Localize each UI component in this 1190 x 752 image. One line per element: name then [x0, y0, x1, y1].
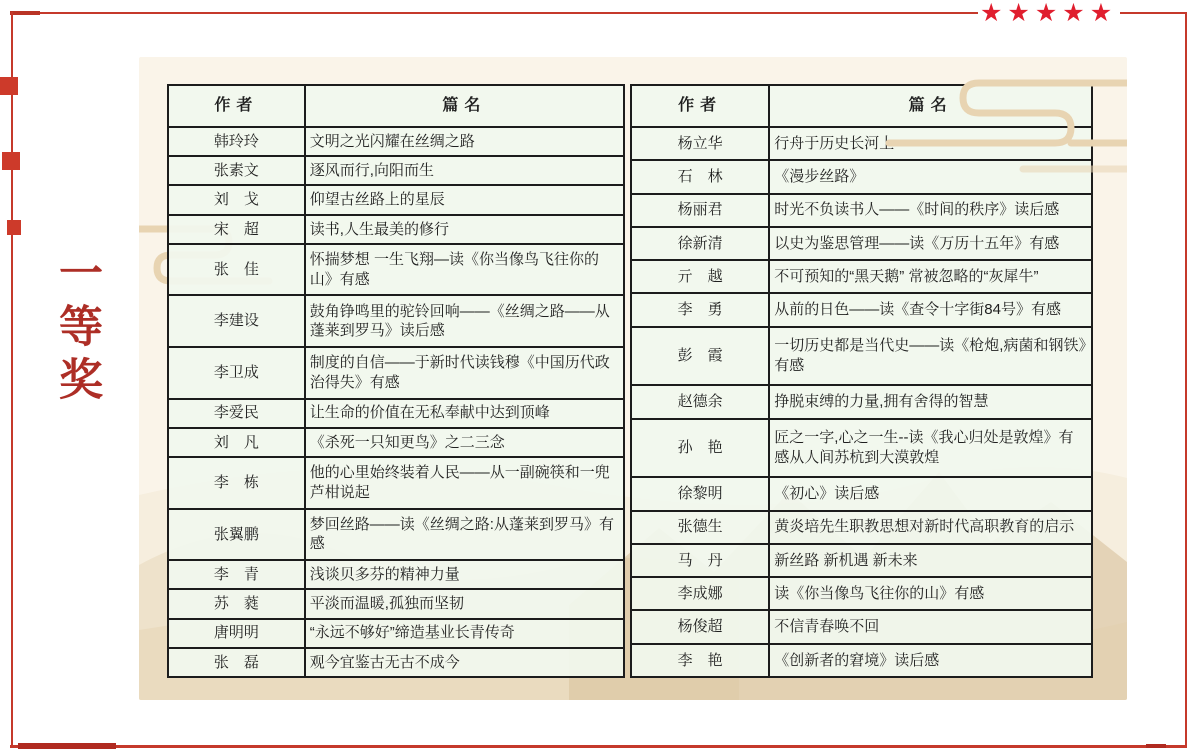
decor-square [2, 152, 20, 170]
award-table-left [167, 84, 625, 678]
author-cell: 李 青 [168, 560, 305, 589]
star-icon: ★ [980, 0, 1003, 27]
content-panel [139, 57, 1127, 700]
frame-left-line [11, 12, 13, 748]
table-row [168, 589, 624, 618]
table-row [168, 127, 624, 156]
table-row [631, 327, 1092, 386]
author-cell: 彭 霞 [631, 327, 769, 386]
table-row [168, 185, 624, 214]
author-cell: 杨丽君 [631, 194, 769, 227]
title-cell: 黄炎培先生职教思想对新时代高职教育的启示 [769, 511, 1092, 544]
star-icon: ★ [1062, 0, 1085, 27]
title-cell: 鼓角铮鸣里的驼铃回响——《丝绸之路——从蓬莱到罗马》读后感 [305, 295, 624, 347]
title-cell: 匠之一字,心之一生--读《我心归处是敦煌》有感从人间苏杭到大漠敦煌 [769, 419, 1092, 478]
table-row [631, 511, 1092, 544]
title-cell: 读《你当像鸟飞往你的山》有感 [769, 577, 1092, 610]
table-row [631, 194, 1092, 227]
table-row [631, 610, 1092, 643]
table-row [631, 385, 1092, 418]
author-cell: 马 丹 [631, 544, 769, 577]
title-cell: “永远不够好”缔造基业长青传奇 [305, 619, 624, 648]
title-cell: 怀揣梦想 一生飞翔—读《你当像鸟飞往你的山》有感 [305, 244, 624, 296]
title-cell: 平淡而温暖,孤独而坚韧 [305, 589, 624, 618]
author-cell: 杨立华 [631, 127, 769, 160]
title-column-header: 篇名 [769, 85, 1092, 127]
title-cell: 不可预知的“黑天鹅” 常被忽略的“灰犀牛” [769, 260, 1092, 293]
table-row [168, 244, 624, 296]
table-row [168, 347, 624, 399]
table-row [631, 644, 1092, 677]
table-row [631, 260, 1092, 293]
table-row [631, 477, 1092, 510]
author-cell: 张 佳 [168, 244, 305, 296]
author-cell: 张翼鹏 [168, 509, 305, 561]
title-cell: 逐风而行,向阳而生 [305, 156, 624, 185]
author-cell: 徐黎明 [631, 477, 769, 510]
table-row [168, 215, 624, 244]
title-cell: 让生命的价值在无私奉献中达到顶峰 [305, 399, 624, 428]
author-cell: 张 磊 [168, 648, 305, 677]
title-cell: 《漫步丝路》 [769, 160, 1092, 193]
table-row [631, 227, 1092, 260]
star-icon: ★ [1007, 0, 1030, 27]
frame-bottom-line [10, 745, 1187, 748]
author-cell: 孙 艳 [631, 419, 769, 478]
title-cell: 文明之光闪耀在丝绸之路 [305, 127, 624, 156]
table-row [168, 295, 624, 347]
author-cell: 韩玲玲 [168, 127, 305, 156]
author-cell: 李 栋 [168, 457, 305, 509]
title-cell: 梦回丝路——读《丝绸之路:从蓬莱到罗马》有感 [305, 509, 624, 561]
author-cell: 刘 戈 [168, 185, 305, 214]
title-cell: 行舟于历史长河上 [769, 127, 1092, 160]
author-cell: 李成娜 [631, 577, 769, 610]
star-icon: ★ [1089, 0, 1113, 27]
title-cell: 浅谈贝多芬的精神力量 [305, 560, 624, 589]
header-row [631, 85, 1092, 127]
table-row [631, 160, 1092, 193]
author-cell: 李建设 [168, 295, 305, 347]
author-cell: 苏 蕤 [168, 589, 305, 618]
decor-square [7, 220, 21, 235]
table-row [168, 428, 624, 457]
table-row [168, 156, 624, 185]
title-cell: 读书,人生最美的修行 [305, 215, 624, 244]
title-cell: 《杀死一只知更鸟》之二三念 [305, 428, 624, 457]
title-cell: 新丝路 新机遇 新未来 [769, 544, 1092, 577]
title-cell: 《初心》读后感 [769, 477, 1092, 510]
decor-square [0, 77, 18, 95]
title-cell: 制度的自信——于新时代读钱穆《中国历代政治得失》有感 [305, 347, 624, 399]
title-cell: 挣脱束缚的力量,拥有舍得的智慧 [769, 385, 1092, 418]
frame-bottom-accent [18, 743, 116, 749]
table-row [168, 560, 624, 589]
award-tables [167, 84, 1093, 678]
author-cell: 李 勇 [631, 293, 769, 326]
title-cell: 时光不负读书人——《时间的秩序》读后感 [769, 194, 1092, 227]
table-row [168, 648, 624, 677]
table-row [631, 127, 1092, 160]
author-cell: 唐明明 [168, 619, 305, 648]
author-cell: 张素文 [168, 156, 305, 185]
title-cell: 从前的日色——读《查令十字街84号》有感 [769, 293, 1092, 326]
title-column-header: 篇名 [305, 85, 624, 127]
author-cell: 张德生 [631, 511, 769, 544]
author-cell: 亓 越 [631, 260, 769, 293]
table-row [168, 457, 624, 509]
award-title: 一等奖 [51, 250, 102, 409]
author-cell: 李 艳 [631, 644, 769, 677]
frame-top-accent [10, 11, 40, 15]
table-row [168, 509, 624, 561]
table-row [631, 577, 1092, 610]
table-row [631, 293, 1092, 326]
frame-top-right-line [1120, 12, 1187, 14]
author-cell: 赵德余 [631, 385, 769, 418]
title-cell: 不信青春唤不回 [769, 610, 1092, 643]
table-row [168, 399, 624, 428]
title-cell: 他的心里始终装着人民——从一副碗筷和一兜芦柑说起 [305, 457, 624, 509]
frame-top-line [10, 12, 978, 14]
table-row [631, 544, 1092, 577]
author-cell: 宋 超 [168, 215, 305, 244]
author-cell: 杨俊超 [631, 610, 769, 643]
frame-right-line [1185, 12, 1187, 748]
star-icon: ★ [1034, 0, 1058, 27]
table-row [631, 419, 1092, 478]
author-cell: 李爱民 [168, 399, 305, 428]
author-cell: 徐新清 [631, 227, 769, 260]
title-cell: 《创新者的窘境》读后感 [769, 644, 1092, 677]
header-row [168, 85, 624, 127]
author-cell: 刘 凡 [168, 428, 305, 457]
award-table-right [630, 84, 1093, 678]
author-cell: 李卫成 [168, 347, 305, 399]
author-column-header: 作者 [631, 85, 769, 127]
title-cell: 仰望古丝路上的星辰 [305, 185, 624, 214]
table-row [168, 619, 624, 648]
five-stars [980, 0, 1112, 26]
title-cell: 观今宜鉴古无古不成今 [305, 648, 624, 677]
title-cell: 一切历史都是当代史——读《枪炮,病菌和钢铁》有感 [769, 327, 1092, 386]
author-column-header: 作者 [168, 85, 305, 127]
frame-bottom-accent-right [1146, 744, 1166, 748]
author-cell: 石 林 [631, 160, 769, 193]
title-cell: 以史为鉴思管理——读《万历十五年》有感 [769, 227, 1092, 260]
